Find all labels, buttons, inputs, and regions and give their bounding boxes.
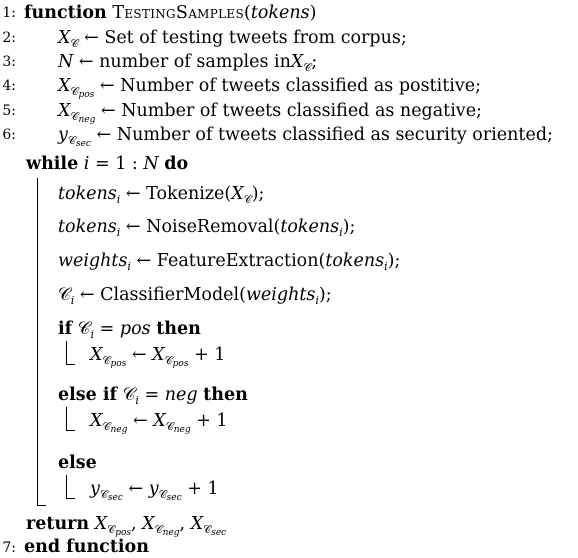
function-arg: tokens	[250, 3, 310, 23]
while-block-bracket	[37, 178, 38, 506]
line-negative-count: $X_{𝒞_{neg}}$ ← Number of tweets classified as negative;	[58, 101, 482, 125]
line-number-2: 2:	[2, 30, 16, 46]
if-positive-bracket	[66, 341, 67, 365]
function-name: TestingSamples	[112, 3, 244, 23]
while-block-bracket-foot	[37, 505, 46, 506]
end-function: end function	[24, 537, 149, 557]
stmt-classifier: 𝒞$_i$ ← ClassifierModel(weights$_i$);	[58, 285, 332, 307]
line-sample-count: N ← number of samples inX$_𝒞$;	[58, 52, 318, 74]
stmt-increment-positive: $X_{𝒞_{pos}}$ ← $X_{𝒞_{pos}} + 1$	[90, 345, 226, 369]
line-positive-count: $X_{𝒞_{pos}}$ ← Number of tweets classified as postitive;	[58, 76, 481, 100]
stmt-noise-removal: tokens$_i$ ← NoiseRemoval(tokens$_i$);	[58, 217, 356, 239]
line-number-6: 6:	[2, 127, 16, 143]
line-number-3: 3:	[2, 54, 16, 70]
while-header: while i = 1 : N do	[26, 154, 189, 174]
return-statement: return $X_{𝒞_{pos}}$, $X_{𝒞_{neg}}$, $X_{𝒞_{sec}}$	[26, 514, 227, 538]
line-security-count: $y_{𝒞_{sec}}$ ← Number of tweets classified as security oriented;	[58, 125, 553, 149]
function-header: function TestingSamples(tokens)	[24, 3, 317, 23]
stmt-tokenize: tokens$_i$ ← $Tokenize(X_𝒞)$;	[58, 184, 265, 206]
else-branch: else	[58, 453, 97, 473]
line-testing-set: $X_𝒞$ ← Set of testing tweets from corpus;	[58, 28, 407, 50]
else-if-bracket	[66, 407, 67, 431]
if-positive: if 𝒞$_i$ = pos then	[58, 319, 201, 341]
line-number-1: 1:	[2, 5, 16, 21]
stmt-increment-negative: $X_{𝒞_{neg}}$ ← $X_{𝒞_{neg}} + 1$	[90, 411, 228, 435]
else-if-bracket-foot	[66, 430, 75, 431]
else-bracket-foot	[66, 498, 75, 499]
line-number-5: 5:	[2, 103, 16, 119]
else-if-negative: else if 𝒞$_i$ = neg then	[58, 385, 248, 407]
line-number-7: 7:	[2, 540, 16, 556]
stmt-increment-security: $y_{𝒞_{sec}}$ ← $y_{𝒞_{sec}} + 1$	[90, 479, 219, 503]
if-positive-bracket-foot	[66, 364, 75, 365]
else-bracket	[66, 475, 67, 499]
line-number-4: 4:	[2, 78, 16, 94]
stmt-feature-extraction: weights$_i$ ← FeatureExtraction(tokens$_i$);	[58, 251, 401, 273]
